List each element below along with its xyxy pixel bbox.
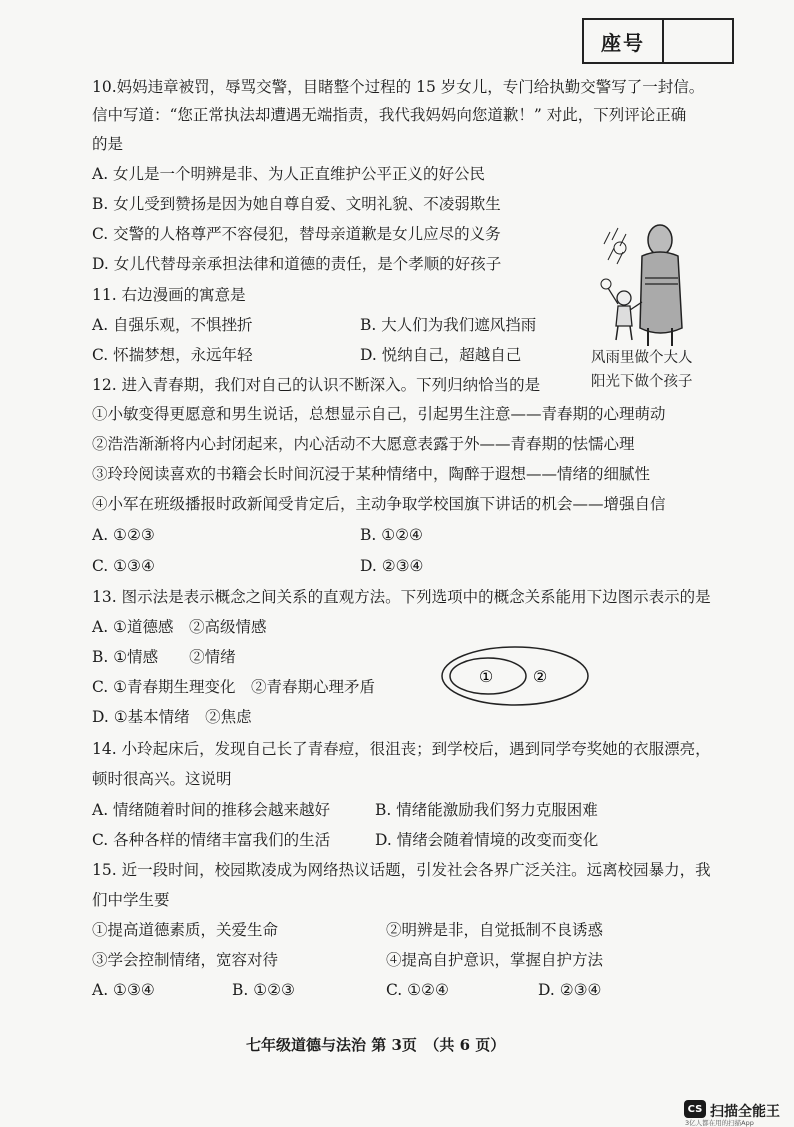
seat-number-box bbox=[582, 18, 734, 64]
q10-option-b: B. 女儿受到赞扬是因为她自尊自爱、文明礼貌、不凌弱欺生 bbox=[92, 195, 501, 213]
q14-stem-line2: 顿时很高兴。这说明 bbox=[92, 770, 232, 788]
q11-option-a: A. 自强乐观，不惧挫折 bbox=[92, 316, 253, 334]
seat-number-blank bbox=[664, 20, 732, 62]
q15-item-3: ③学会控制情绪，宽容对待 bbox=[92, 951, 279, 969]
q15-option-d: D. ②③④ bbox=[538, 981, 602, 999]
diagram-label-1: ① bbox=[478, 667, 494, 686]
q14-option-b: B. 情绪能激励我们努力克服困难 bbox=[375, 801, 598, 819]
q12-item-3: ③玲玲阅读喜欢的书籍会长时间沉浸于某种情绪中，陶醉于遐想——情绪的细腻性 bbox=[92, 465, 651, 483]
q11-option-b: B. 大人们为我们遮风挡雨 bbox=[360, 316, 537, 334]
q14-option-d: D. 情绪会随着情境的改变而变化 bbox=[375, 831, 599, 849]
q10-option-c: C. 交警的人格尊严不容侵犯，替母亲道歉是女儿应尽的义务 bbox=[92, 225, 501, 243]
q15-option-a: A. ①③④ bbox=[92, 981, 155, 999]
q12-option-a: A. ①②③ bbox=[92, 526, 155, 544]
q13-option-c: C. ①青春期生理变化 ②青春期心理矛盾 bbox=[92, 678, 376, 696]
cartoon-caption-line2: 阳光下做个孩子 bbox=[591, 374, 693, 390]
q11-option-c: C. 怀揣梦想，永远年轻 bbox=[92, 346, 253, 364]
q12-option-b: B. ①②④ bbox=[360, 526, 423, 544]
outer-ellipse bbox=[442, 647, 588, 705]
q13-stem: 13. 图示法是表示概念之间关系的直观方法。下列选项中的概念关系能用下边图示表示的是 bbox=[92, 588, 711, 606]
diagram-label-2: ② bbox=[532, 667, 548, 686]
q15-option-b: B. ①②③ bbox=[232, 981, 295, 999]
q11-stem: 11. 右边漫画的寓意是 bbox=[92, 286, 246, 304]
cartoon-illustration bbox=[590, 218, 700, 348]
q15-option-c: C. ①②④ bbox=[386, 981, 449, 999]
q15-item-1: ①提高道德素质，关爱生命 bbox=[92, 921, 279, 939]
concept-relation-diagram bbox=[440, 645, 590, 707]
cartoon-caption-line1: 风雨里做个大人 bbox=[591, 350, 693, 366]
q12-item-4: ④小军在班级播报时政新闻受肯定后，主动争取学校国旗下讲话的机会——增强自信 bbox=[92, 495, 666, 513]
q15-stem-line2: 们中学生要 bbox=[92, 891, 170, 909]
q12-item-1: ①小敏变得更愿意和男生说话，总想显示自己，引起男生注意——青春期的心理萌动 bbox=[92, 405, 666, 423]
q10-stem-line2: 信中写道：“您正常执法却遭遇无端指责，我代我妈妈向您道歉！” 对此，下列评论正确 bbox=[92, 106, 687, 124]
camscanner-logo-icon: CS bbox=[684, 1100, 706, 1118]
q13-option-b: B. ①情感 ②情绪 bbox=[92, 648, 236, 666]
page-footer: 七年级道德与法治 第 3页 （共 6 页） bbox=[246, 1036, 506, 1054]
seat-label: 座号 bbox=[584, 20, 664, 62]
q12-option-c: C. ①③④ bbox=[92, 557, 155, 575]
q15-stem-line1: 15. 近一段时间，校园欺凌成为网络热议话题，引发社会各界广泛关注。远离校园暴力，我 bbox=[92, 861, 711, 879]
q15-item-4: ④提高自护意识，掌握自护方法 bbox=[386, 951, 604, 969]
q10-stem-line1: 10.妈妈违章被罚，辱骂交警，目睹整个过程的 15 岁女儿，专门给执勤交警写了一封信。 bbox=[92, 78, 705, 96]
q12-item-2: ②浩浩渐渐将内心封闭起来，内心活动不大愿意表露于外——青春期的怯懦心理 bbox=[92, 435, 635, 453]
q14-option-c: C. 各种各样的情绪丰富我们的生活 bbox=[92, 831, 331, 849]
q14-stem-line1: 14. 小玲起床后，发现自己长了青春痘，很沮丧；到学校后，遇到同学夸奖她的衣服漂亮， bbox=[92, 740, 711, 758]
q13-option-a: A. ①道德感 ②高级情感 bbox=[92, 618, 267, 636]
q11-option-d: D. 悦纳自己，超越自己 bbox=[360, 346, 522, 364]
watermark-app-name: 扫描全能王 bbox=[710, 1104, 780, 1120]
q12-stem: 12. 进入青春期，我们对自己的认识不断深入。下列归纳恰当的是 bbox=[92, 376, 541, 394]
watermark-tagline: 3亿人都在用的扫描App bbox=[685, 1119, 754, 1127]
q10-stem-line3: 的是 bbox=[92, 135, 124, 153]
q15-item-2: ②明辨是非，自觉抵制不良诱惑 bbox=[386, 921, 604, 939]
q10-option-a: A. 女儿是一个明辨是非、为人正直维护公平正义的好公民 bbox=[92, 165, 486, 183]
q10-option-d: D. 女儿代替母亲承担法律和道德的责任，是个孝顺的好孩子 bbox=[92, 255, 502, 273]
q12-option-d: D. ②③④ bbox=[360, 557, 424, 575]
q14-option-a: A. 情绪随着时间的推移会越来越好 bbox=[92, 801, 331, 819]
q13-option-d: D. ①基本情绪 ②焦虑 bbox=[92, 708, 252, 726]
